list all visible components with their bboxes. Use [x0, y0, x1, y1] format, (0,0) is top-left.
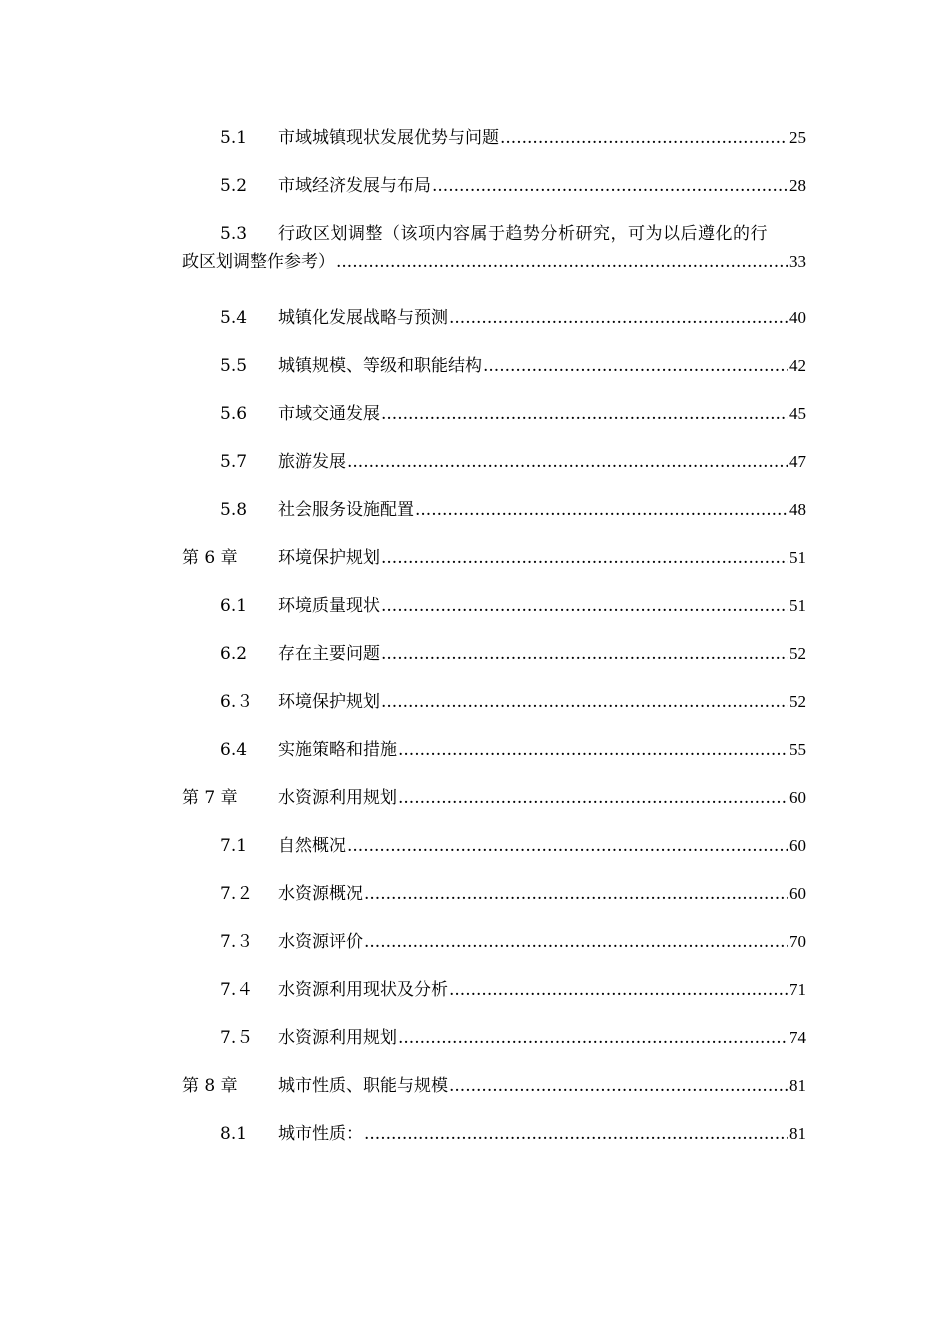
toc-entry-title: 旅游发展 [278, 452, 346, 472]
toc-entry-number: 7.３ [220, 932, 254, 952]
toc-entry-number: 6.３ [220, 692, 254, 712]
toc-entry-5-6[interactable] [182, 390, 806, 438]
toc-entry-page: 52 [789, 644, 806, 663]
toc-entry-number: 5.1 [220, 128, 248, 148]
toc-entry-chapter-7[interactable] [182, 774, 806, 822]
toc-dot-leader [398, 1014, 788, 1062]
toc-entry-5-5[interactable] [182, 342, 806, 390]
toc-entry-title: 城镇规模、等级和职能结构 [278, 356, 482, 376]
toc-entry-6-3[interactable] [182, 678, 806, 726]
toc-entry-title: 水资源评价 [278, 932, 363, 952]
toc-entry-number: 5.8 [220, 500, 248, 520]
toc-entry-page: 51 [789, 548, 806, 567]
toc-dot-leader [449, 1062, 788, 1110]
toc-entry-title: 环境保护规划 [278, 548, 380, 568]
toc-entry-5-7[interactable] [182, 438, 806, 486]
toc-entry-page: 42 [789, 356, 806, 375]
toc-entry-page: 55 [789, 740, 806, 759]
toc-entry-page: 47 [789, 452, 806, 471]
toc-entry-number: 7.1 [220, 836, 248, 856]
toc-entry-6-4[interactable] [182, 726, 806, 774]
toc-dot-leader [364, 870, 788, 918]
toc-entry-title-line1: 行政区划调整（该项内容属于趋势分析研究，可为以后遵化的行 [278, 224, 768, 244]
toc-entry-number: 6.1 [220, 596, 248, 616]
toc-entry-5-2[interactable] [182, 162, 806, 210]
toc-entry-number: 7.２ [220, 884, 254, 904]
toc-dot-leader [381, 390, 788, 438]
toc-entry-title: 环境保护规划 [278, 692, 380, 712]
toc-dot-leader [381, 630, 788, 678]
toc-entry-7-4[interactable] [182, 966, 806, 1014]
toc-entry-page: 28 [789, 176, 806, 195]
toc-entry-number: 5.4 [220, 308, 248, 328]
toc-dot-leader [398, 726, 788, 774]
toc-entry-title: 自然概况 [278, 836, 346, 856]
toc-entry-6-1[interactable] [182, 582, 806, 630]
toc-dot-leader [500, 114, 788, 162]
toc-dot-leader [336, 248, 788, 276]
toc-entry-title: 城镇化发展战略与预测 [278, 308, 448, 328]
toc-entry-page: 60 [789, 836, 806, 855]
toc-dot-leader [449, 966, 788, 1014]
toc-entry-title: 实施策略和措施 [278, 740, 397, 760]
toc-entry-number: 第 6 章 [182, 548, 238, 568]
toc-entry-title: 市域城镇现状发展优势与问题 [278, 128, 499, 148]
toc-entry-7-2[interactable] [182, 870, 806, 918]
toc-entry-page: 70 [789, 932, 806, 951]
toc-entry-number: 6.4 [220, 740, 248, 760]
toc-entry-7-5[interactable] [182, 1014, 806, 1062]
toc-entry-title: 市域交通发展 [278, 404, 380, 424]
toc-entry-number: 5.7 [220, 452, 248, 472]
toc-entry-title: 城市性质： [278, 1124, 363, 1144]
toc-entry-page: 71 [789, 980, 806, 999]
toc-entry-number: 5.6 [220, 404, 248, 424]
toc-entry-6-2[interactable] [182, 630, 806, 678]
toc-dot-leader [381, 678, 788, 726]
toc-entry-title-line2: 政区划调整作参考） [182, 252, 335, 272]
toc-entry-title: 水资源利用规划 [278, 788, 397, 808]
toc-dot-leader [381, 534, 788, 582]
table-of-contents [182, 114, 806, 1158]
toc-entry-7-3[interactable] [182, 918, 806, 966]
toc-entry-page: 51 [789, 596, 806, 615]
toc-dot-leader [347, 822, 788, 870]
toc-entry-page: 25 [789, 128, 806, 147]
toc-entry-chapter-6[interactable] [182, 534, 806, 582]
toc-entry-page: 74 [789, 1028, 806, 1047]
toc-entry-page: 48 [789, 500, 806, 519]
toc-entry-number: 6.2 [220, 644, 248, 664]
toc-dot-leader [483, 342, 788, 390]
toc-entry-chapter-8[interactable] [182, 1062, 806, 1110]
toc-entry-title: 市域经济发展与布局 [278, 176, 431, 196]
toc-entry-title: 城市性质、职能与规模 [278, 1076, 448, 1096]
toc-entry-page: 45 [789, 404, 806, 423]
toc-entry-number: 5.3 [220, 224, 248, 244]
toc-entry-number: 5.5 [220, 356, 248, 376]
toc-entry-page: 60 [789, 884, 806, 903]
toc-entry-page: 81 [789, 1076, 806, 1095]
toc-entry-number: 第 8 章 [182, 1076, 238, 1096]
toc-entry-title: 水资源利用现状及分析 [278, 980, 448, 1000]
toc-dot-leader [347, 438, 788, 486]
toc-entry-number: 第 7 章 [182, 788, 238, 808]
toc-entry-page: 33 [789, 252, 806, 271]
toc-dot-leader [364, 1110, 788, 1158]
toc-entry-title: 存在主要问题 [278, 644, 380, 664]
toc-dot-leader [432, 162, 788, 210]
toc-dot-leader [415, 486, 788, 534]
toc-entry-page: 81 [789, 1124, 806, 1143]
toc-entry-page: 52 [789, 692, 806, 711]
toc-entry-5-3[interactable] [182, 210, 806, 294]
toc-dot-leader [449, 294, 788, 342]
toc-dot-leader [398, 774, 788, 822]
toc-entry-number: 7.５ [220, 1028, 254, 1048]
toc-entry-number: 5.2 [220, 176, 248, 196]
toc-entry-page: 60 [789, 788, 806, 807]
toc-entry-title: 水资源概况 [278, 884, 363, 904]
toc-entry-5-8[interactable] [182, 486, 806, 534]
toc-entry-title: 环境质量现状 [278, 596, 380, 616]
toc-dot-leader [381, 582, 788, 630]
toc-entry-5-4[interactable] [182, 294, 806, 342]
toc-entry-5-1[interactable] [182, 114, 806, 162]
toc-entry-title: 水资源利用规划 [278, 1028, 397, 1048]
toc-entry-page: 40 [789, 308, 806, 327]
toc-dot-leader [364, 918, 788, 966]
toc-entry-7-1[interactable] [182, 822, 806, 870]
toc-entry-number: 8.1 [220, 1124, 248, 1144]
toc-entry-8-1[interactable] [182, 1110, 806, 1158]
toc-entry-title: 社会服务设施配置 [278, 500, 414, 520]
toc-entry-number: 7.４ [220, 980, 254, 1000]
